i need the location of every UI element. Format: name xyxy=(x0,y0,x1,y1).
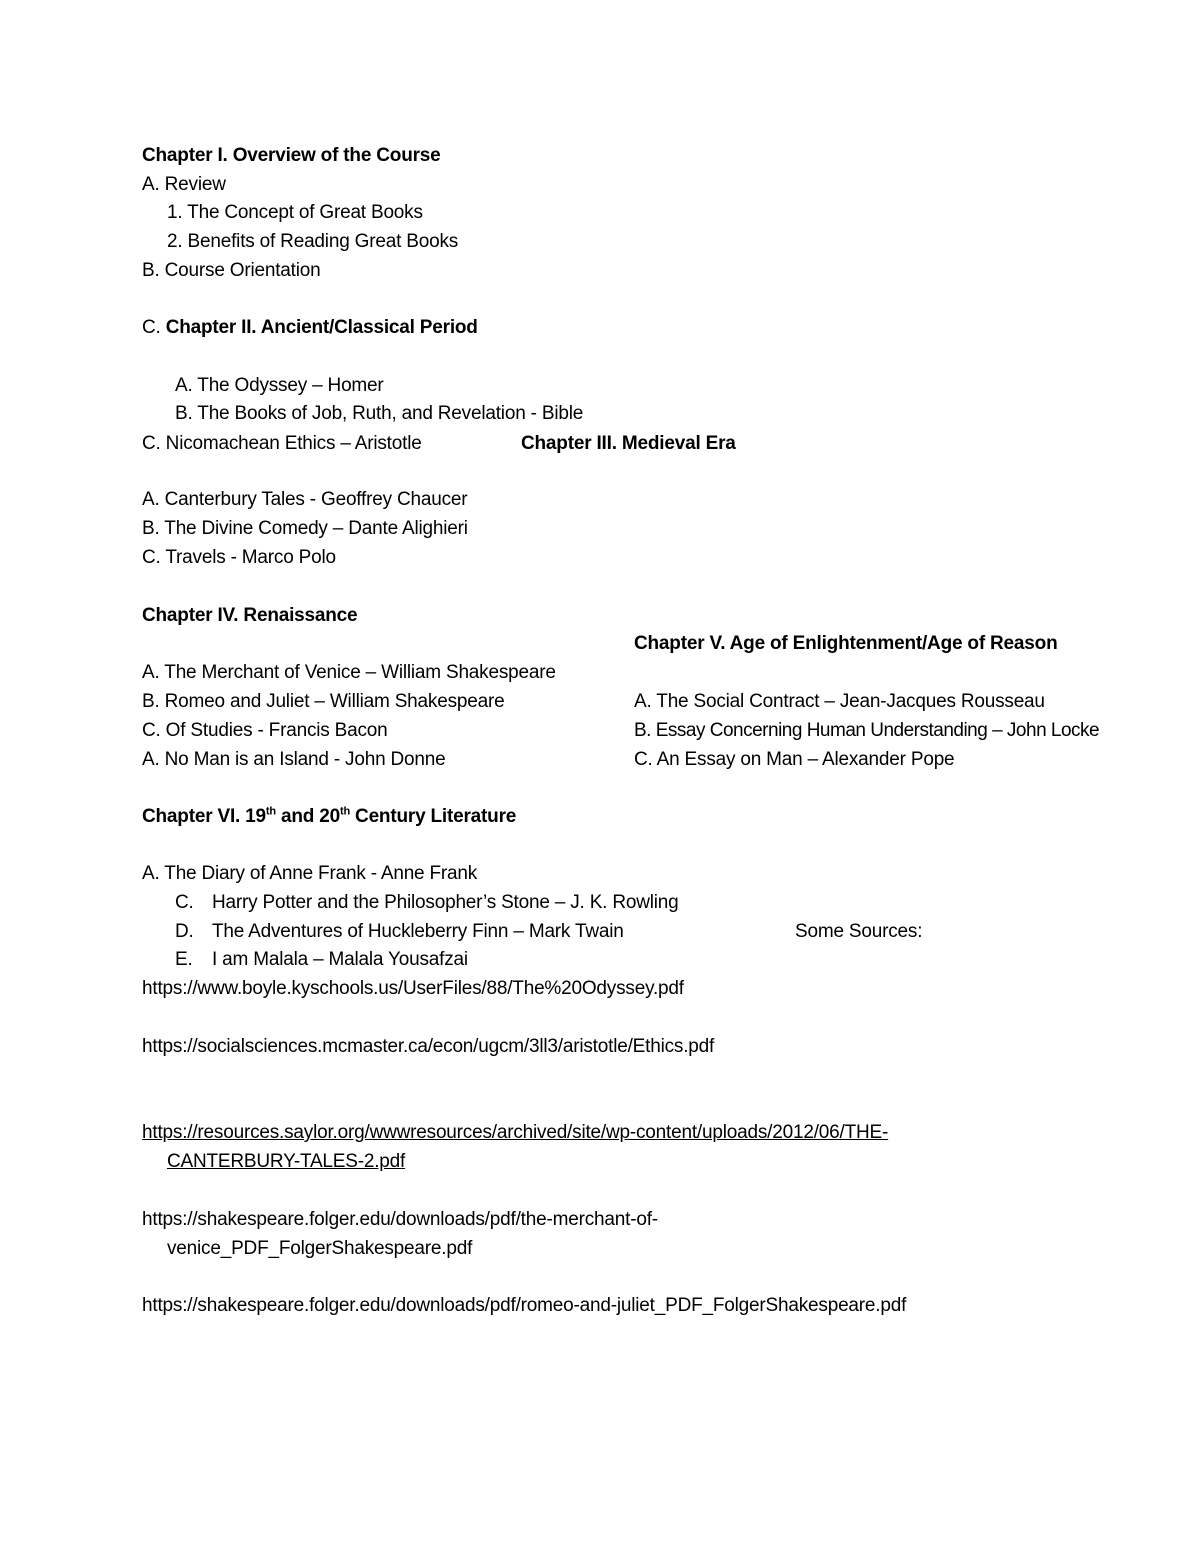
chapter-3-item-b: B. The Divine Comedy – Dante Alighieri xyxy=(142,518,468,539)
chapter-6-heading-sup2: th xyxy=(339,805,350,818)
chapter-6-heading-sup1: th xyxy=(265,805,276,818)
chapter-3-item-a: A. Canterbury Tales - Geoffrey Chaucer xyxy=(142,489,468,510)
chapter-2-heading-line xyxy=(142,316,478,340)
chapter-6-item-e-letter: E. xyxy=(175,949,193,970)
chapter-4-item-a: A. The Merchant of Venice – William Shakespeare xyxy=(142,662,556,683)
source-link-merchant-line2: venice_PDF_FolgerShakespeare.pdf xyxy=(167,1238,473,1259)
chapter-1-item-b: B. Course Orientation xyxy=(142,260,321,281)
source-link-canterbury-line1[interactable]: https://resources.saylor.org/wwwresources/archived/site/wp-content/uploads/2012/06/THE- xyxy=(142,1122,889,1143)
chapter-6-heading-part2: and 20 xyxy=(275,806,340,827)
chapter-3-item-c: C. Travels - Marco Polo xyxy=(142,547,336,568)
chapter-6-heading-part3: Century Literature xyxy=(349,806,517,827)
chapter-1-item-a2: 2. Benefits of Reading Great Books xyxy=(167,231,459,252)
source-link-odyssey: https://www.boyle.kyschools.us/UserFiles/88/The%20Odyssey.pdf xyxy=(142,978,684,999)
chapter-6-item-d: The Adventures of Huckleberry Finn – Mark Twain xyxy=(212,921,624,942)
chapter-5-item-c: C. An Essay on Man – Alexander Pope xyxy=(634,749,955,770)
chapter-1-heading: Chapter I. Overview of the Course xyxy=(142,145,441,166)
chapter-4-heading: Chapter IV. Renaissance xyxy=(142,605,358,626)
chapter-6-item-c: Harry Potter and the Philosopher’s Stone – J. K. Rowling xyxy=(212,892,679,913)
chapter-2-item-a: A. The Odyssey – Homer xyxy=(175,375,384,396)
chapter-5-item-b: B. Essay Concerning Human Understanding – John Locke xyxy=(634,720,1100,741)
chapter-2-item-b: B. The Books of Job, Ruth, and Revelation - Bible xyxy=(175,403,584,424)
source-link-canterbury-line2[interactable]: CANTERBURY-TALES-2.pdf xyxy=(167,1151,406,1172)
chapter-3-heading: Chapter III. Medieval Era xyxy=(521,433,736,454)
source-link-ethics: https://socialsciences.mcmaster.ca/econ/ugcm/3ll3/aristotle/Ethics.pdf xyxy=(142,1036,715,1057)
chapter-6-item-c-letter: C. xyxy=(175,892,194,913)
chapter-4-item-c: C. Of Studies - Francis Bacon xyxy=(142,720,388,741)
chapter-1-item-a: A. Review xyxy=(142,174,226,195)
chapter-5-item-a: A. The Social Contract – Jean-Jacques Rousseau xyxy=(634,691,1045,712)
chapter-6-item-a: A. The Diary of Anne Frank - Anne Frank xyxy=(142,863,478,884)
chapter-2-prefix: C. xyxy=(142,317,166,338)
chapter-6-item-d-letter: D. xyxy=(175,921,194,942)
chapter-6-heading xyxy=(142,805,516,829)
chapter-6-heading-part1: Chapter VI. 19 xyxy=(142,806,266,827)
sources-label: Some Sources: xyxy=(795,921,923,942)
chapter-2-heading: Chapter II. Ancient/Classical Period xyxy=(165,317,478,338)
source-link-merchant-line1: https://shakespeare.folger.edu/downloads/pdf/the-merchant-of- xyxy=(142,1209,658,1230)
chapter-4-item-b: B. Romeo and Juliet – William Shakespeare xyxy=(142,691,505,712)
chapter-5-heading: Chapter V. Age of Enlightenment/Age of Reason xyxy=(634,633,1058,654)
source-link-romeo: https://shakespeare.folger.edu/downloads/pdf/romeo-and-juliet_PDF_FolgerShakespeare.pdf xyxy=(142,1295,907,1316)
chapter-6-item-e: I am Malala – Malala Yousafzai xyxy=(212,949,468,970)
chapter-1-item-a1: 1. The Concept of Great Books xyxy=(167,202,423,223)
chapter-2-item-c: C. Nicomachean Ethics – Aristotle xyxy=(142,433,422,454)
chapter-4-item-d: A. No Man is an Island - John Donne xyxy=(142,749,446,770)
